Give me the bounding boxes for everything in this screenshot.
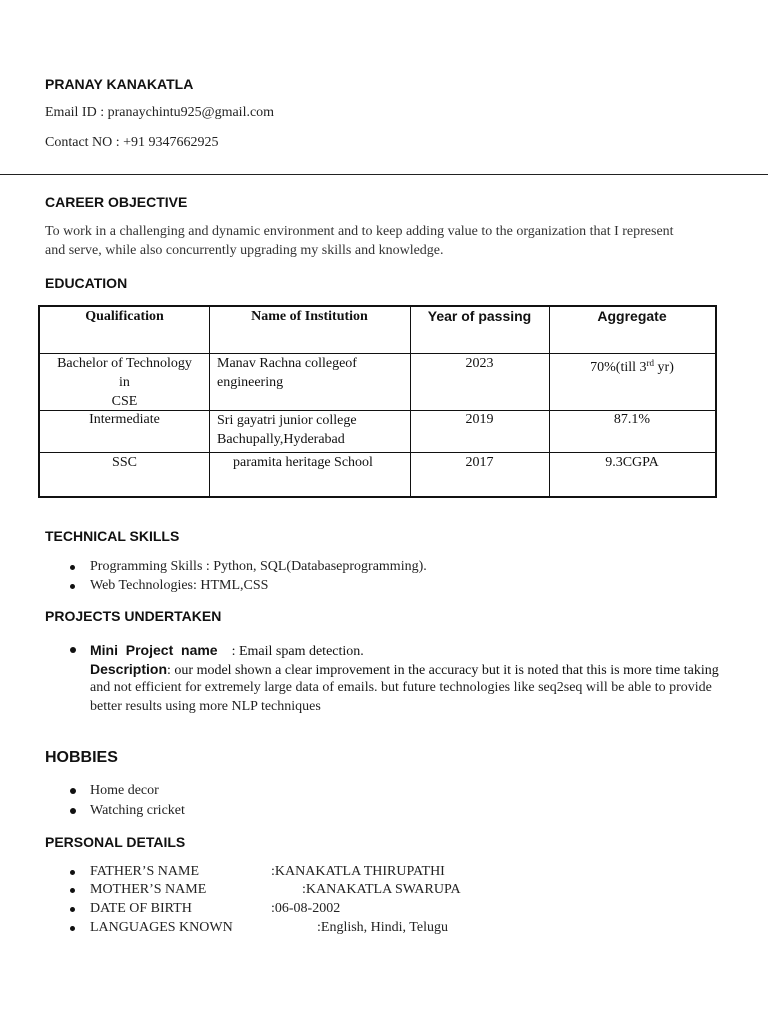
personal-detail-value-mother: :KANAKATLA SWARUPA <box>302 882 461 897</box>
personal-details-heading: PERSONAL DETAILS <box>45 834 186 850</box>
education-heading: EDUCATION <box>45 275 128 291</box>
institution-line: engineering <box>217 375 284 390</box>
table-row-ssc-institution: paramita heritage School <box>233 455 373 470</box>
table-row-btech-qualification <box>40 354 209 411</box>
project-description-text: : our model shown a clear improvement in the accuracy but it is noted that this is more time taking <box>167 663 719 678</box>
institution-line: Bachupally,Hyderabad <box>217 432 345 447</box>
project-description-line-1 <box>90 661 719 679</box>
project-description-label: Description <box>90 661 168 677</box>
bullet-icon <box>70 907 75 912</box>
career-objective-line-1: To work in a challenging and dynamic environment and to keep adding value to the organization that I represent <box>45 224 674 239</box>
personal-detail-value-languages: :English, Hindi, Telugu <box>317 920 448 935</box>
qualification-line: Bachelor of Technology <box>57 356 192 371</box>
table-row-intermediate-aggregate: 87.1% <box>613 412 651 427</box>
qualification-line: in <box>119 375 130 390</box>
personal-detail-label-father: FATHER’S NAME <box>90 864 200 879</box>
project-description-line-2: and not efficient for extremely large data of emails. but future technologies like seq2seq will be able to provide <box>90 680 712 695</box>
table-row-ssc-year: 2017 <box>465 455 494 470</box>
table-row-btech-aggregate <box>549 354 715 377</box>
table-row-btech-institution <box>217 354 407 392</box>
career-objective-heading: CAREER OBJECTIVE <box>45 194 188 210</box>
project-name-label: Mini Project name <box>90 642 218 658</box>
career-objective-line-2: and serve, while also concurrently upgrading my skills and knowledge. <box>45 243 444 258</box>
bullet-icon <box>70 888 75 893</box>
column-header-aggregate: Aggregate <box>597 308 667 324</box>
personal-detail-label-mother: MOTHER’S NAME <box>90 882 207 897</box>
institution-line: Sri gayatri junior college <box>217 413 357 428</box>
education-table <box>38 305 717 498</box>
email-line: Email ID : pranaychintu925@gmail.com <box>45 105 275 120</box>
bullet-icon <box>70 584 75 589</box>
aggregate-text: 70%(till 3 <box>590 360 647 375</box>
technical-skill-item: Web Technologies: HTML,CSS <box>90 578 269 593</box>
bullet-icon <box>70 565 75 570</box>
aggregate-text: yr) <box>654 360 674 375</box>
table-column-divider <box>209 307 210 496</box>
technical-skill-item: Programming Skills : Python, SQL(Databaseprogramming). <box>90 559 427 574</box>
column-header-qualification: Qualification <box>85 309 164 324</box>
hobbies-heading: HOBBIES <box>45 749 118 766</box>
table-row-intermediate-institution <box>217 411 407 449</box>
table-row-ssc-qualification: SSC <box>112 455 137 470</box>
bullet-icon <box>70 788 76 794</box>
table-row-intermediate-qualification: Intermediate <box>89 412 160 427</box>
institution-line: Manav Rachna collegeof <box>217 356 357 371</box>
projects-heading: PROJECTS UNDERTAKEN <box>45 608 222 624</box>
project-name-value: : Email spam detection. <box>231 644 364 659</box>
project-name-line <box>90 642 364 660</box>
bullet-icon <box>70 870 75 875</box>
bullet-icon <box>70 808 76 814</box>
table-row-ssc-aggregate: 9.3CGPA <box>605 455 659 470</box>
personal-detail-label-dob: DATE OF BIRTH <box>90 901 192 916</box>
table-row-intermediate-year: 2019 <box>465 412 494 427</box>
bullet-icon <box>70 926 75 931</box>
hobby-item: Watching cricket <box>90 803 185 818</box>
hobby-item: Home decor <box>90 783 159 798</box>
header-divider <box>0 174 768 175</box>
contact-line: Contact NO : +91 9347662925 <box>45 135 219 150</box>
technical-skills-heading: TECHNICAL SKILLS <box>45 528 180 544</box>
personal-detail-label-languages: LANGUAGES KNOWN <box>90 920 233 935</box>
bullet-icon <box>70 647 76 653</box>
project-description-line-3: better results using more NLP techniques <box>90 699 321 714</box>
table-row-btech-year: 2023 <box>465 356 494 371</box>
personal-detail-value-father: :KANAKATLA THIRUPATHI <box>271 864 445 879</box>
resume-name: PRANAY KANAKATLA <box>45 76 194 92</box>
qualification-line: CSE <box>111 394 138 409</box>
aggregate-superscript: rd <box>646 358 655 368</box>
column-header-year: Year of passing <box>427 308 532 324</box>
personal-detail-value-dob: :06-08-2002 <box>271 901 341 916</box>
column-header-institution: Name of Institution <box>251 309 368 324</box>
